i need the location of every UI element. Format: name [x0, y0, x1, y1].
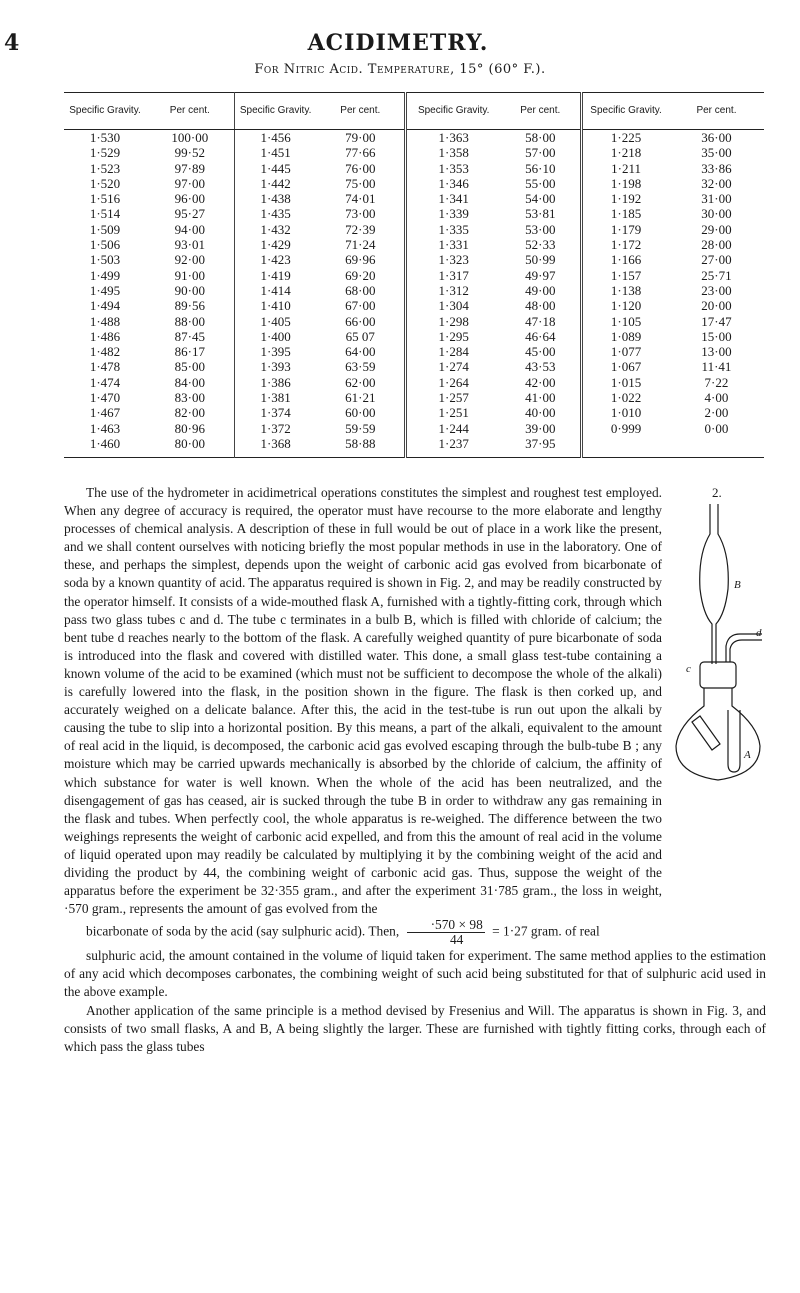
specific-gravity-cell: 1·363: [438, 130, 469, 145]
specific-gravity-cell: 1·198: [610, 175, 642, 191]
specific-gravity-cell: 1·251: [438, 405, 469, 421]
specific-gravity-cell: 1·244: [438, 420, 469, 436]
per-cent-cell: 32·00: [701, 175, 732, 191]
specific-gravity-cell: 1·429: [260, 237, 291, 253]
per-cent-cell: 77·66: [317, 145, 406, 160]
per-cent-cell: 2·00: [704, 405, 729, 421]
specific-gravity-cell: 1·386: [260, 374, 291, 390]
per-cent-cell: 95·27: [146, 206, 234, 221]
cork: [700, 662, 736, 688]
specific-gravity-cell: 1·172: [610, 237, 642, 253]
specific-gravity-cell: 1·218: [610, 145, 642, 161]
table-row: [64, 314, 764, 329]
specific-gravity-cell: 1·157: [610, 267, 642, 283]
specific-gravity-cell: 1·257: [438, 390, 469, 406]
specific-gravity-cell: 1·225: [610, 130, 642, 145]
specific-gravity-cell: 1·488: [89, 313, 121, 329]
table-row: [64, 329, 764, 344]
table-row: [64, 176, 764, 191]
body-text: [64, 484, 766, 1056]
specific-gravity-cell: 1·460: [89, 435, 121, 451]
per-cent-cell: 33·86: [701, 160, 732, 176]
per-cent-cell: 45·00: [500, 344, 581, 359]
specific-gravity-cell: 1·381: [260, 390, 291, 406]
column-header: Per cent.: [500, 93, 581, 130]
column-header: Specific Gravity.: [405, 93, 500, 130]
specific-gravity-cell: 1·494: [89, 298, 121, 314]
table-header-row: [64, 93, 764, 130]
per-cent-cell: 58·00: [500, 130, 581, 146]
specific-gravity-cell: 1·368: [260, 435, 291, 451]
per-cent-cell: 84·00: [146, 375, 234, 390]
per-cent-cell: 37·95: [500, 436, 581, 458]
per-cent-cell: 83·00: [146, 390, 234, 405]
per-cent-cell: 90·00: [146, 283, 234, 298]
per-cent-cell: 4·00: [704, 390, 729, 406]
table-row: [64, 283, 764, 298]
table-row: [64, 191, 764, 206]
figure-label: 2.: [712, 485, 722, 500]
specific-gravity-cell: 1·516: [89, 191, 121, 207]
per-cent-cell: 82·00: [146, 405, 234, 420]
specific-gravity-cell: 1·295: [438, 328, 469, 344]
specific-gravity-cell: 1·353: [438, 160, 469, 176]
per-cent-cell: 92·00: [146, 252, 234, 267]
specific-gravity-cell: 1·478: [89, 359, 121, 375]
per-cent-cell: 71·24: [317, 237, 406, 252]
table-caption: For Nitric Acid. Temperature, 15° (60° F.).: [254, 62, 546, 77]
specific-gravity-cell: 1·120: [610, 298, 642, 314]
per-cent-cell: 36·00: [701, 130, 732, 145]
per-cent-cell: 30·00: [701, 206, 732, 222]
per-cent-cell: 47·18: [500, 314, 581, 329]
table-row: [64, 390, 764, 405]
per-cent-cell: 63·59: [317, 359, 406, 374]
specific-gravity-cell: 1·358: [438, 145, 469, 161]
specific-gravity-cell: 1·414: [260, 282, 291, 298]
specific-gravity-cell: 1·274: [438, 359, 469, 375]
specific-gravity-cell: [582, 436, 669, 458]
paragraph-1-end: sulphuric acid, the amount contained in the volume of liquid taken for experiment. The same method applies to the estimation of any acid which decomposes carbonates, the combining weight of such acid being substituted for that of sulphuric acid used in the above example.: [64, 948, 766, 1000]
per-cent-cell: 72·39: [317, 222, 406, 237]
per-cent-cell: 50·99: [500, 252, 581, 267]
table-row: [64, 130, 764, 146]
specific-gravity-cell: 1·419: [260, 267, 291, 283]
specific-gravity-cell: 1·067: [610, 359, 642, 375]
specific-gravity-cell: 1·022: [610, 390, 642, 406]
per-cent-cell: 54·00: [500, 191, 581, 206]
equation-lead: bicarbonate of soda by the acid (say sulphuric acid). Then,: [86, 923, 400, 939]
specific-gravity-cell: 1·495: [89, 282, 121, 298]
specific-gravity-cell: 1·509: [89, 221, 121, 237]
running-title: ACIDIMETRY.: [307, 30, 489, 56]
per-cent-cell: 31·00: [701, 191, 732, 207]
specific-gravity-cell: 1·530: [89, 130, 121, 145]
per-cent-cell: 93·01: [146, 237, 234, 252]
specific-gravity-cell: 1·312: [438, 282, 469, 298]
table-row: [64, 237, 764, 252]
figure-2: [670, 484, 770, 884]
paragraph-2: Another application of the same principle is a method devised by Fresenius and Will. The apparatus is shown in Fig. 3, and consists of two small flasks, A and B, A being slightly the larger. These are furnished with tightly fitting corks, through each of which pass the glass tubes: [64, 1002, 766, 1054]
per-cent-cell: 56·10: [500, 161, 581, 176]
per-cent-cell: 59·59: [317, 421, 406, 436]
specific-gravity-cell: 1·166: [610, 252, 642, 268]
table-row: [64, 161, 764, 176]
table-row: [64, 145, 764, 160]
specific-gravity-cell: 1·529: [89, 145, 121, 161]
per-cent-cell: 49·00: [500, 283, 581, 298]
fraction-denominator: 44: [449, 932, 464, 948]
specific-gravity-cell: 1·423: [260, 252, 291, 268]
per-cent-cell: 7·22: [704, 374, 729, 390]
per-cent-cell: 73·00: [317, 206, 406, 221]
specific-gravity-cell: 1·395: [260, 344, 291, 360]
label-b: B: [734, 579, 741, 591]
label-d: d: [756, 627, 762, 639]
specific-gravity-cell: 1·374: [260, 405, 291, 421]
per-cent-cell: 99·52: [146, 145, 234, 160]
specific-gravity-cell: 1·503: [89, 252, 121, 268]
per-cent-cell: 48·00: [500, 298, 581, 313]
table-row: [64, 344, 764, 359]
test-tube: [692, 716, 720, 750]
specific-gravity-cell: 1·474: [89, 374, 121, 390]
specific-gravity-cell: 1·372: [260, 420, 291, 436]
per-cent-cell: 17·47: [701, 313, 732, 329]
specific-gravity-cell: 1·438: [260, 191, 291, 207]
specific-gravity-cell: 0·999: [610, 420, 642, 436]
per-cent-cell: 66·00: [317, 314, 406, 329]
table-row: [64, 375, 764, 390]
page-header: [4, 30, 792, 56]
specific-gravity-cell: 1·467: [89, 405, 121, 421]
per-cent-cell: 91·00: [146, 268, 234, 283]
specific-gravity-cell: 1·331: [438, 237, 469, 253]
per-cent-cell: 96·00: [146, 191, 234, 206]
specific-gravity-cell: 1·514: [89, 206, 121, 222]
specific-gravity-cell: 1·264: [438, 374, 469, 390]
specific-gravity-cell: 1·179: [610, 221, 642, 237]
column-header: Per cent.: [146, 93, 234, 130]
per-cent-cell: 13·00: [701, 344, 732, 360]
table-row: [64, 436, 764, 458]
specific-gravity-cell: 1·192: [610, 191, 642, 207]
per-cent-cell: 97·89: [146, 161, 234, 176]
specific-gravity-cell: 1·185: [610, 206, 642, 222]
specific-gravity-cell: 1·435: [260, 206, 291, 222]
per-cent-cell: 89·56: [146, 298, 234, 313]
per-cent-cell: 60·00: [317, 405, 406, 420]
per-cent-cell: 100·00: [146, 130, 234, 146]
per-cent-cell: 53·81: [500, 206, 581, 221]
per-cent-cell: 49·97: [500, 268, 581, 283]
flask-a: [676, 688, 760, 780]
specific-gravity-cell: 1·341: [438, 191, 469, 207]
specific-gravity-cell: 1·138: [610, 282, 642, 298]
specific-gravity-cell: 1·486: [89, 328, 121, 344]
specific-gravity-cell: 1·346: [438, 175, 469, 191]
per-cent-cell: 15·00: [701, 328, 732, 344]
specific-gravity-cell: 1·284: [438, 344, 469, 360]
specific-gravity-cell: 1·317: [438, 267, 469, 283]
per-cent-cell: 57·00: [500, 145, 581, 160]
per-cent-cell: 87·45: [146, 329, 234, 344]
table-row: [64, 359, 764, 374]
per-cent-cell: 46·64: [500, 329, 581, 344]
specific-gravity-cell: 1·237: [438, 435, 469, 451]
equation-result: = 1·27 gram. of real: [492, 923, 600, 939]
specific-gravity-cell: 1·445: [260, 160, 291, 176]
specific-gravity-cell: 1·010: [610, 405, 642, 421]
per-cent-cell: 40·00: [500, 405, 581, 420]
per-cent-cell: 80·00: [146, 436, 234, 458]
per-cent-cell: 39·00: [500, 421, 581, 436]
per-cent-cell: 64·00: [317, 344, 406, 359]
fraction: [407, 918, 485, 947]
table-row: [64, 298, 764, 313]
table-bottom-rule: [64, 458, 764, 463]
page-number: 4: [4, 30, 20, 56]
specific-gravity-cell: 1·304: [438, 298, 469, 314]
column-header: Specific Gravity.: [234, 93, 317, 130]
bulb-tube-b: [700, 504, 712, 664]
specific-gravity-cell: 1·499: [89, 267, 121, 283]
per-cent-cell: 80·96: [146, 421, 234, 436]
equation-line: [64, 918, 766, 947]
specific-gravity-cell: 1·015: [610, 374, 642, 390]
per-cent-cell: 58·88: [317, 436, 406, 458]
label-c: c: [686, 663, 691, 675]
specific-gravity-cell: 1·470: [89, 390, 121, 406]
per-cent-cell: 65 07: [317, 329, 406, 344]
per-cent-cell: 76·00: [317, 161, 406, 176]
specific-gravity-cell: 1·456: [260, 130, 291, 145]
per-cent-cell: 41·00: [500, 390, 581, 405]
paragraph-1: The use of the hydrometer in acidimetrical operations constitutes the simplest and roughest test employed. When any degree of accuracy is required, the operator must have recourse to the more elaborate and lengthy processes of chemical analysis. A description of these in full would be out of place in a work like the present, and we shall content ourselves with noticing briefly the most popular methods in use in the laboratory. One of these, and perhaps the simplest, depends upon the weight of carbonic acid gas evolved from bicarbonate of soda by a known quantity of acid. The apparatus required is shown in Fig. 2, and may be readily constructed by the operator himself. It consists of a wide-mouthed flask A, furnished with a tightly-fitting cork, through which pass two glass tubes c and d. The tube c terminates in a bulb B, which is filled with chloride of calcium; the bent tube d reaches nearly to the bottom of the flask. A carefully weighed quantity of pure bicarbonate of soda is introduced into the flask and covered with distilled water. This done, a small glass test-tube containing a known volume of the acid to be examined (which must not be sufficient to decompose the whole of the alkali) is carefully lowered into the flask, in the position shown in the figure. The flask is then corked up, and accurately weighed on a delicate balance. After this, the acid in the test-tube is run out upon the alkali by causing the tube to slip into a horizontal position. By this means, a part of the alkali, equivalent to the amount of real acid in the liquid, is decomposed, the carbonic acid gas evolved escaping through the bulb-tube B ; any moisture which may be carried upwards mechanically is absorbed by the chloride of calcium, the affinity of which substance for water is well known. When the whole of the acid has been neutralized, and the disengagement of gas has ceased, air is sucked through the tube B in order to withdraw any gas remaining in the flask and tubes. When perfectly cool, the whole apparatus is re-weighed. The difference between the two weighings represents the weight of carbonic acid expelled, and from this the amount of real acid in the volume of liquid operated upon may readily be calculated by multiplying it by the combining weight of the acid and dividing the product by 44, the combining weight of carbonic acid gas. Thus, suppose the weight of the apparatus before the experiment be 32·355 gram., and after the experiment 31·785 gram., the loss in weight, ·570 gram., represents the amount of gas evolved from the: [64, 485, 662, 917]
per-cent-cell: [669, 436, 764, 458]
per-cent-cell: 43·53: [500, 359, 581, 374]
specific-gravity-cell: 1·451: [260, 145, 291, 161]
per-cent-cell: 29·00: [701, 221, 732, 237]
per-cent-cell: 67·00: [317, 298, 406, 313]
specific-gravity-cell: 1·506: [89, 237, 121, 253]
table-body: [64, 130, 764, 458]
specific-gravity-cell: 1·335: [438, 221, 469, 237]
table-row: [64, 268, 764, 283]
per-cent-cell: 52·33: [500, 237, 581, 252]
specific-gravity-cell: 1·482: [89, 344, 121, 360]
specific-gravity-cell: 1·405: [260, 313, 291, 329]
specific-gravity-cell: 1·400: [260, 328, 291, 344]
specific-gravity-cell: 1·463: [89, 420, 121, 436]
column-header: Per cent.: [317, 93, 406, 130]
per-cent-cell: 55·00: [500, 176, 581, 191]
per-cent-cell: 23·00: [701, 282, 732, 298]
fraction-numerator: ·570 × 98: [407, 918, 485, 933]
label-a: A: [744, 749, 751, 761]
flask-apparatus-illustration: [670, 494, 770, 784]
specific-gravity-cell: 1·211: [611, 160, 641, 176]
per-cent-cell: 86·17: [146, 344, 234, 359]
per-cent-cell: 27·00: [701, 252, 732, 268]
specific-gravity-cell: 1·089: [610, 328, 642, 344]
specific-gravity-cell: 1·523: [89, 160, 121, 176]
column-header: Specific Gravity.: [582, 93, 669, 130]
per-cent-cell: 68·00: [317, 283, 406, 298]
per-cent-cell: 35·00: [701, 145, 732, 161]
per-cent-cell: 79·00: [317, 130, 406, 146]
specific-gravity-cell: 1·298: [438, 313, 469, 329]
specific-gravity-cell: 1·339: [438, 206, 469, 222]
specific-gravity-cell: 1·432: [260, 221, 291, 237]
specific-gravity-cell: 1·077: [610, 344, 642, 360]
specific-gravity-cell: 1·410: [260, 298, 291, 314]
per-cent-cell: 74·01: [317, 191, 406, 206]
per-cent-cell: 69·20: [317, 268, 406, 283]
specific-gravity-cell: 1·520: [89, 175, 121, 191]
specific-gravity-table: [64, 92, 764, 462]
per-cent-cell: 88·00: [146, 314, 234, 329]
table-row: [64, 252, 764, 267]
table-row: [64, 206, 764, 221]
per-cent-cell: 53·00: [500, 222, 581, 237]
per-cent-cell: 42·00: [500, 375, 581, 390]
table-row: [64, 405, 764, 420]
per-cent-cell: 25·71: [701, 267, 732, 283]
specific-gravity-cell: 1·105: [610, 313, 642, 329]
per-cent-cell: 69·96: [317, 252, 406, 267]
table-row: [64, 421, 764, 436]
per-cent-cell: 11·41: [701, 359, 732, 375]
per-cent-cell: 94·00: [146, 222, 234, 237]
per-cent-cell: 97·00: [146, 176, 234, 191]
specific-gravity-cell: 1·323: [438, 252, 469, 268]
per-cent-cell: 75·00: [317, 176, 406, 191]
per-cent-cell: 61·21: [317, 390, 406, 405]
column-header: Per cent.: [669, 93, 764, 130]
per-cent-cell: 85·00: [146, 359, 234, 374]
specific-gravity-cell: 1·393: [260, 359, 291, 375]
per-cent-cell: 28·00: [701, 237, 732, 253]
specific-gravity-cell: 1·442: [260, 175, 291, 191]
per-cent-cell: 0·00: [704, 420, 729, 436]
per-cent-cell: 62·00: [317, 375, 406, 390]
column-header: Specific Gravity.: [64, 93, 146, 130]
table-row: [64, 222, 764, 237]
per-cent-cell: 20·00: [701, 298, 732, 314]
